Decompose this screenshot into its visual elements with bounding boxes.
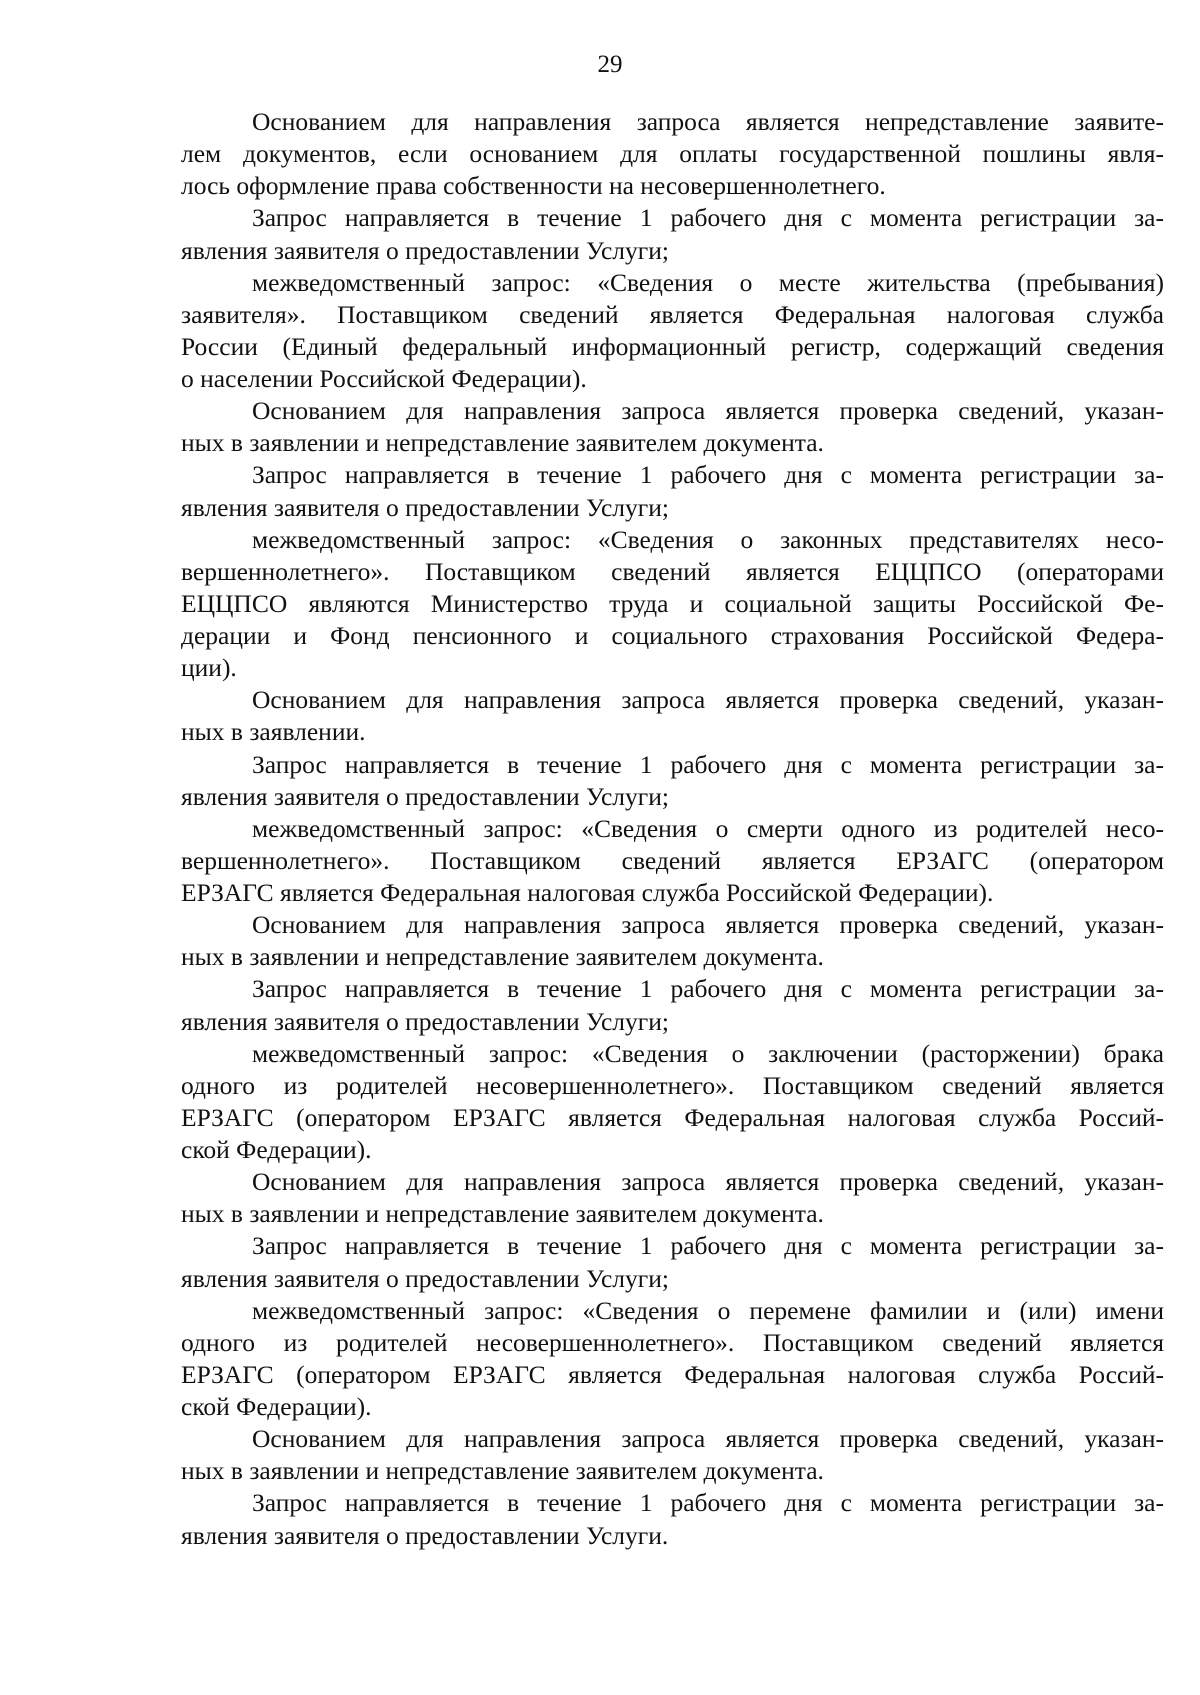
text-line: Запрос направляется в течение 1 рабочего дня с момента регистрации за- xyxy=(252,974,1164,1004)
paragraph xyxy=(181,749,1164,813)
text-line: дерации и Фонд пенсионного и социального страхования Российской Федера- xyxy=(181,621,1164,650)
text-line: Запрос направляется в течение 1 рабочего дня с момента регистрации за- xyxy=(252,1488,1164,1518)
text-line: ЕРЗАГС (оператором ЕРЗАГС является Федеральная налоговая служба Россий- xyxy=(181,1102,1164,1132)
text-line: явления заявителя о предоставлении Услуги; xyxy=(181,1263,669,1293)
paragraph xyxy=(181,813,1164,909)
text-line: о населении Российской Федерации). xyxy=(181,364,587,393)
text-line: одного из родителей несовершеннолетнего». Поставщиком сведений является xyxy=(181,1070,1164,1100)
text-line: Запрос направляется в течение 1 рабочего дня с момента регистрации за- xyxy=(252,203,1164,233)
text-line: ской Федерации). xyxy=(181,1392,372,1421)
paragraph xyxy=(181,684,1164,748)
text-line: ных в заявлении и непредставление заявителем документа. xyxy=(181,1456,824,1486)
text-line: явления заявителя о предоставлении Услуги; xyxy=(181,492,669,522)
paragraph xyxy=(181,1038,1164,1167)
paragraph xyxy=(181,524,1164,685)
text-line: ЕРЗАГС является Федеральная налоговая служба Российской Федерации). xyxy=(181,878,994,907)
text-line: вершеннолетнего». Поставщиком сведений является ЕЦЦПСО (операторами xyxy=(181,556,1164,586)
text-line: одного из родителей несовершеннолетнего». Поставщиком сведений является xyxy=(181,1327,1164,1357)
paragraph xyxy=(181,1166,1164,1230)
text-line: межведомственный запрос: «Сведения о месте жительства (пребывания) xyxy=(252,267,1164,297)
text-line: ции). xyxy=(181,653,237,683)
text-line: России (Единый федеральный информационный регистр, содержащий сведения xyxy=(181,331,1164,361)
paragraph xyxy=(181,267,1164,396)
text-line: Основанием для направления запроса является проверка сведений, указан- xyxy=(252,1167,1164,1197)
paragraph xyxy=(181,395,1164,459)
text-line: Основанием для направления запроса является проверка сведений, указан- xyxy=(252,1424,1164,1454)
paragraph xyxy=(181,1295,1164,1424)
text-line: межведомственный запрос: «Сведения о заключении (расторжении) брака xyxy=(252,1038,1164,1068)
paragraph xyxy=(181,1230,1164,1294)
page-number: 29 xyxy=(597,51,623,78)
text-line: ЕРЗАГС (оператором ЕРЗАГС является Федеральная налоговая служба Россий- xyxy=(181,1359,1164,1389)
text-line: Запрос направляется в течение 1 рабочего дня с момента регистрации за- xyxy=(252,749,1164,779)
text-line: явления заявителя о предоставлении Услуги. xyxy=(181,1520,669,1550)
paragraph xyxy=(181,106,1164,202)
text-line: Запрос направляется в течение 1 рабочего дня с момента регистрации за- xyxy=(252,460,1164,490)
paragraph xyxy=(181,1487,1164,1551)
text-line: ных в заявлении и непредставление заявителем документа. xyxy=(181,942,824,972)
text-line: ных в заявлении и непредставление заявителем документа. xyxy=(181,1199,824,1229)
paragraph xyxy=(181,1423,1164,1487)
paragraph xyxy=(181,202,1164,266)
text-line: Основанием для направления запроса является проверка сведений, указан- xyxy=(252,685,1164,715)
text-line: лось оформление права собственности на несовершеннолетнего. xyxy=(181,171,886,201)
paragraph xyxy=(181,459,1164,523)
text-line: ных в заявлении и непредставление заявителем документа. xyxy=(181,428,824,458)
text-line: Основанием для направления запроса является проверка сведений, указан- xyxy=(252,910,1164,940)
text-line: межведомственный запрос: «Сведения о перемене фамилии и (или) имени xyxy=(252,1295,1164,1325)
text-line: вершеннолетнего». Поставщиком сведений является ЕРЗАГС (оператором xyxy=(181,845,1164,875)
paragraph xyxy=(181,973,1164,1037)
text-line: ской Федерации). xyxy=(181,1135,372,1164)
text-line: ЕЦЦПСО являются Министерство труда и социальной защиты Российской Фе- xyxy=(181,588,1164,618)
paragraph xyxy=(181,909,1164,973)
text-line: явления заявителя о предоставлении Услуги; xyxy=(181,1006,669,1036)
text-line: Основанием для направления запроса является проверка сведений, указан- xyxy=(252,396,1164,426)
text-line: лем документов, если основанием для оплаты государственной пошлины явля- xyxy=(181,139,1164,169)
text-line: заявителя». Поставщиком сведений является Федеральная налоговая служба xyxy=(181,299,1164,329)
text-line: ных в заявлении. xyxy=(181,717,366,747)
text-line: межведомственный запрос: «Сведения о смерти одного из родителей несо- xyxy=(252,813,1164,843)
text-line: явления заявителя о предоставлении Услуги; xyxy=(181,781,669,811)
text-line: Основанием для направления запроса является непредставление заявите- xyxy=(252,107,1164,136)
document-body xyxy=(181,106,1164,1552)
text-line: межведомственный запрос: «Сведения о законных представителях несо- xyxy=(252,524,1164,554)
text-line: Запрос направляется в течение 1 рабочего дня с момента регистрации за- xyxy=(252,1231,1164,1261)
text-line: явления заявителя о предоставлении Услуги; xyxy=(181,235,669,265)
